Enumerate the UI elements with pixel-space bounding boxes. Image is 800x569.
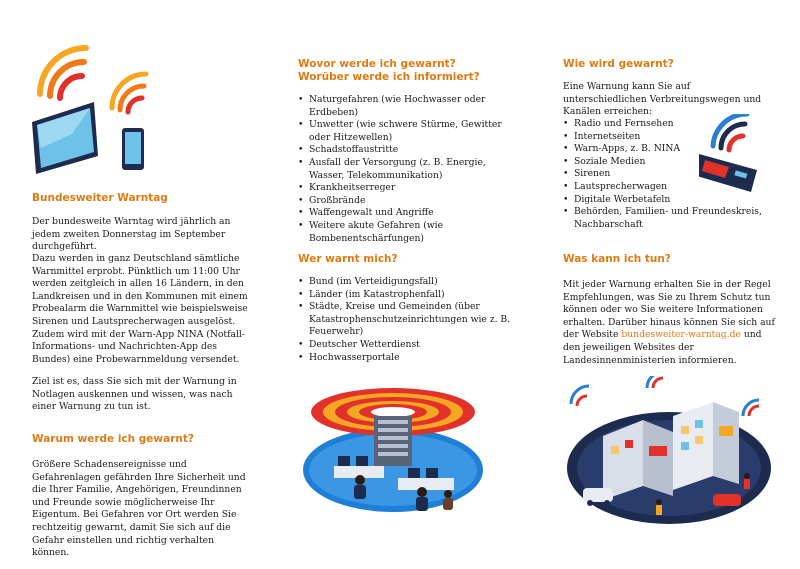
list-item: • Bund (im Verteidigungsfall)	[298, 276, 513, 289]
list-item: • Schadstoffaustritte	[298, 144, 513, 157]
list-item: • Unwetter (wie schwere Stürme, Gewitter oder Hitzewellen)	[298, 119, 513, 144]
heading-bundesweiter-warntag: Bundesweiter Warntag	[32, 192, 168, 204]
paragraph-verbreitungswege: Eine Warnung kann Sie auf unterschiedlichen Verbreitungswegen und Kanälen erreichen:	[563, 81, 762, 118]
radio-warning-illustration	[699, 114, 769, 194]
paragraph-warntag-intro: Der bundesweite Warntag wird jährlich an jedem zweiten Donnerstag im September durchgeführt.	[32, 216, 231, 253]
column-1	[32, 0, 252, 569]
heading-wovor: Wovor werde ich gewarnt?	[298, 58, 456, 70]
list-item: • Behörden, Familien- und Freundeskreis, Nachbarschaft	[563, 206, 775, 231]
paragraph-warum: Größere Schadensereignisse und Gefahrenlagen gefährden Ihre Sicherheit und die Ihrer Familie, Angehörigen, Freundinnen und Freunde sowie möglicherweise Ihr Eigentum. Bei Gefahren vor Ort werden Sie rechtzeitig gewarnt, damit Sie sich auf die Gefahr einstellen und richtig verhalten können.	[32, 459, 246, 559]
list-item: • Radio und Fernsehen	[563, 118, 775, 131]
list-item: • Digitale Werbetafeln	[563, 194, 775, 207]
list-item: • Warn-Apps, z. B. NINA	[563, 143, 775, 156]
warner-list	[298, 276, 513, 364]
list-item: • Länder (im Katastrophenfall)	[298, 289, 513, 302]
heading-worueber: Worüber werde ich informiert?	[298, 71, 480, 83]
list-item: • Städte, Kreise und Gemeinden (über Katastrophenschutzeinrichtungen wie z. B. Feuerwehr)	[298, 301, 513, 339]
hazard-list	[298, 94, 513, 245]
list-item: • Großbrände	[298, 195, 513, 208]
column-3	[563, 0, 775, 569]
list-item: • Deutscher Wetterdienst	[298, 339, 513, 352]
heading-wer-warnt: Wer warnt mich?	[298, 253, 398, 265]
list-item: • Weitere akute Gefahren (wie Bombenentschärfungen)	[298, 220, 513, 245]
list-item: • Internetseiten	[563, 131, 775, 144]
list-item: • Waffengewalt und Angriffe	[298, 207, 513, 220]
heading-was-kann-ich-tun: Was kann ich tun?	[563, 253, 671, 265]
list-item: • Soziale Medien	[563, 156, 775, 169]
paragraph-empfehlungen: Mit jeder Warnung erhalten Sie in der Regel Empfehlungen, was Sie zu Ihrem Schutz tun können oder wo Sie weitere Informationen erhalten. Darüber hinaus können Sie sich auf der Website bundesweiter-warntag.de und den jeweiligen Websites der Landesinnenministerien informieren.	[563, 279, 775, 366]
heading-wie-wird-gewarnt: Wie wird gewarnt?	[563, 58, 674, 70]
paragraph-ziel: Ziel ist es, dass Sie sich mit der Warnung in Notlagen auskennen und wissen, was nach einer Warnung zu tun ist.	[32, 376, 237, 413]
list-item: • Krankheitserreger	[298, 182, 513, 195]
column-2	[298, 0, 518, 569]
list-item: • Lautsprecherwagen	[563, 181, 775, 194]
list-item: • Ausfall der Versorgung (z. B. Energie, Wasser, Telekommunikation)	[298, 157, 513, 182]
list-item: • Naturgefahren (wie Hochwasser oder Erdbeben)	[298, 94, 513, 119]
website-link[interactable]: bundesweiter-warntag.de	[621, 329, 741, 341]
paragraph-warnmittel: Dazu werden in ganz Deutschland sämtliche Warnmittel erprobt. Pünktlich um 11:00 Uhr werden zeitgleich in allen 16 Ländern, in den Landkreisen und in den Kommunen mit einem Probealarm die Warnmittel wie beispielsweise Sirenen und Lautsprecherwagen ausgelöst. Zudem wird mit der Warn-App NINA (Notfall-Informations- und Nachrichten-App des Bundes) eine Probewarnmeldung versendet.	[32, 253, 248, 365]
city-warning-illustration	[563, 376, 775, 526]
control-room-illustration	[298, 382, 488, 517]
list-item: • Sirenen	[563, 168, 775, 181]
heading-warum: Warum werde ich gewarnt?	[32, 433, 194, 445]
tv-and-phone-warning-illustration	[32, 38, 162, 178]
list-item: • Hochwasserportale	[298, 352, 513, 365]
